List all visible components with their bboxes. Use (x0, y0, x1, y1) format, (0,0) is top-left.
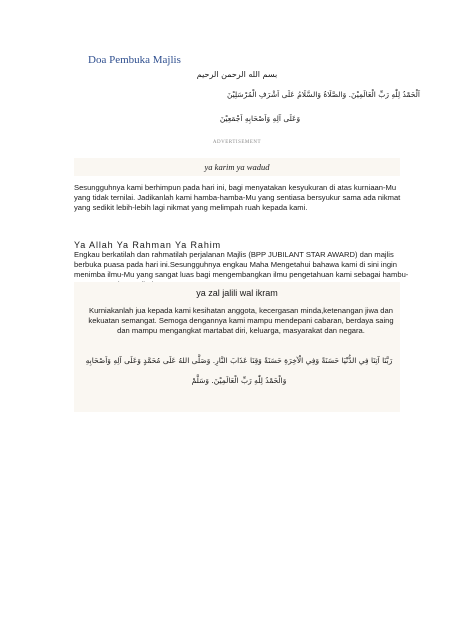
section-heading-ya-karim: ya karim ya wadud (204, 162, 270, 172)
paragraph-gratitude: Sesungguhnya kami berhimpun pada hari ini, bagi menyatakan kesyukuran di atas kurniaan-Mu yang tidak ternilai. Jadikanlah kami hamba-hamba-Mu yang sentiasa bersyukur sama ada nikmat yang sedikit lebih-lebih lagi nikmat yang melimpah ruah kepada kami. (74, 183, 401, 212)
arabic-opening-line-1: اَلْحَمْدُ لِلّٰهِ رَبِّ الْعَالَمِيْنَ. وَالصَّلَاةُ وَالسَّلَامُ عَلَى اَشْرَفِ الْمُرْسَلِيْنَ (226, 90, 420, 99)
paragraph-blessing: Engkau berkatilah dan rahmatilah perjalanan Majlis (BPP JUBILANT STAR AWARD) dan majlis berbuka puasa pada hari ini.Sesungguhnya engkau Maha Mengetahui bahawa kami di sini ingin menimba ilmu-Mu yang sangat luas bagi mengembangkan ilmu pengetahuan kami sebagai hambu- (74, 250, 409, 279)
arabic-closing-line-1: رَبَّنَا آتِنَا فِي الدُّنْيَا حَسَنَةً وَفِي الْآخِرَةِ حَسَنَةً وَقِنَا عَذَابَ النَّارِ. وَصَلَّى اللهُ عَلَى مُحَمَّدٍ وَعَلَى آلِهِ وَاَصْحَابِهِ (85, 356, 393, 365)
section-band-2 (74, 282, 400, 412)
basmalah-text: بسم الله الرحمن الرحيم (196, 70, 278, 79)
heading-ya-allah: Ya Allah Ya Rahman Ya Rahim (74, 240, 222, 250)
arabic-closing-line-2: وَالْحَمْدُ لِلّٰهِ رَبِّ الْعَالَمِيْنَ. وَسَلَّمْ (191, 376, 287, 385)
section-heading-ya-zal-jalili: ya zal jalili wal ikram (196, 288, 278, 298)
paragraph-health: Kurniakanlah jua kepada kami kesihatan anggota, kecergasan minda,ketenangan jiwa dan kekuatan semangat. Semoga dengannya kami mampu mendepani cabaran, berdaya saing dan mampu mengangkat martabat diri, keluarga, masyarakat dan negara. (88, 306, 394, 335)
page-title: Doa Pembuka Majlis (88, 54, 181, 66)
advertisement-label: ADVERTISEMENT (212, 140, 262, 145)
arabic-opening-line-2: وَعَلَى آلِهِ وَاَصْحَابِهِ اَجْمَعِيْنَ (219, 114, 301, 123)
